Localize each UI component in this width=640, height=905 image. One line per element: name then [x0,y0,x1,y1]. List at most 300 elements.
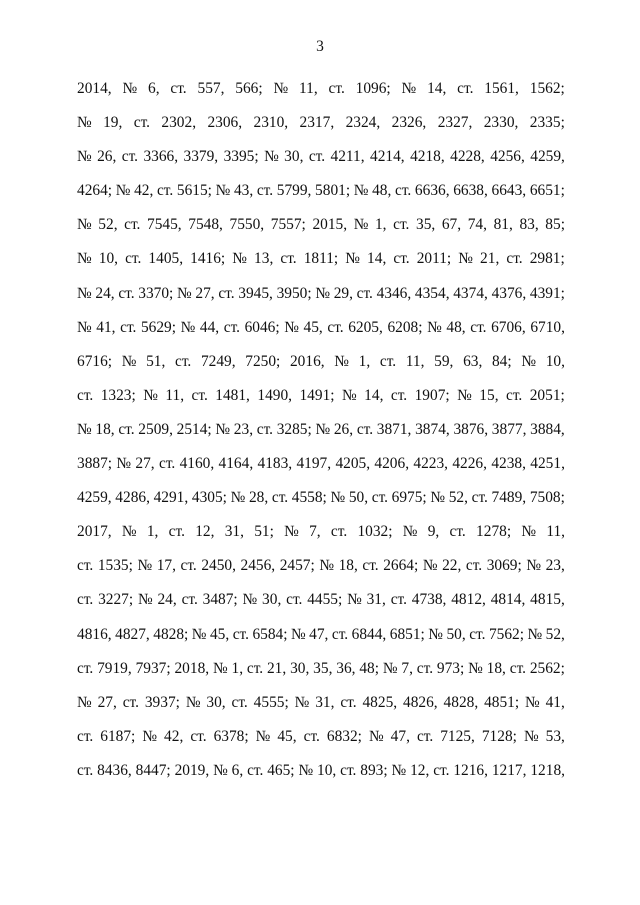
word: 3379, [183,148,219,166]
word: 19, [103,114,123,132]
word: 12, [410,761,430,779]
word: 1907; [414,386,450,404]
word: ст. [218,284,235,302]
word: ст. [303,727,320,745]
word: 2011; [416,250,452,268]
word: 6844, [351,625,387,643]
word: 4354, [414,284,450,302]
word: 4164, [218,455,254,473]
word: 43, [233,182,254,200]
word: 2514; [176,420,212,438]
text-line [77,284,565,318]
word: № [115,182,131,200]
word: 3937; [144,693,180,711]
word: ст. [416,727,434,745]
word: 2018, [174,659,210,677]
word: 14, [364,386,384,404]
word: ст. [308,148,326,166]
word: ст. [168,523,185,541]
word: 4851; [484,693,520,711]
text-line [77,215,565,249]
word: № [122,80,138,97]
text-line [77,659,565,693]
word: 1535; [97,557,133,575]
word: 11, [165,386,185,404]
word: 893; [360,761,388,779]
word: 7250; [245,352,281,370]
word: 2015, [312,216,348,234]
word: № [368,727,384,745]
word: 6205, [348,318,383,336]
word: 4828; [153,625,189,643]
text-line [77,352,565,386]
word: 36, [336,659,356,677]
word: 6584; [252,625,288,643]
word: 45, [209,625,230,643]
word: № [457,386,472,404]
word: ст. [232,625,249,643]
word: 29, [333,284,353,302]
text-line [77,727,565,761]
word: ст. [393,250,410,268]
word: 45, [303,318,323,336]
word: 2509, [138,420,173,438]
word: 2051; [529,386,565,404]
word: 14, [427,80,447,97]
word: ст. [371,489,388,507]
word: ст. [118,420,135,438]
word: 7557; [270,216,306,234]
word: № [523,727,539,745]
word: 21, [266,659,287,677]
word: 31, [315,693,335,711]
word: № [526,557,542,575]
word: 1096; [355,80,391,97]
word: 6378; [213,727,249,745]
word: 1416; [190,250,226,268]
text-line [77,79,565,113]
word: 8447; [135,761,171,779]
word: 1562; [529,80,565,97]
word: 973; [436,659,465,677]
word: 28, [248,489,269,507]
word: 2450, [201,557,236,575]
word: 6710, [530,318,565,336]
word: ст. [433,761,450,779]
word: 26, [333,420,354,438]
word: 6643, [491,182,527,200]
word: 2014, [77,80,112,97]
word: 2330, [483,114,519,132]
word: 2326, [391,114,427,132]
word: 4160, [179,455,215,473]
word: № [77,284,92,302]
word: № [191,625,207,643]
word: № [290,625,306,643]
word: № [177,284,192,302]
word: ст. [133,114,150,132]
word: 6, [148,80,160,97]
word: 18, [486,659,506,677]
word: 24, [157,591,177,609]
word: 11, [405,352,425,370]
word: № [143,386,158,404]
word: № [342,386,357,404]
text-line [77,625,565,659]
word: 4226, [452,455,487,473]
text-line [77,488,565,522]
word: № [315,420,331,438]
word: № [215,182,231,200]
word: 2324, [345,114,381,132]
word: № [185,693,201,711]
text-line [77,249,565,283]
text-line [77,761,565,795]
word: 85; [545,216,565,234]
word: № [230,489,246,507]
word: ст. [356,284,373,302]
word: 1481, [215,386,250,404]
word: 35, [416,216,436,234]
word: 26, [97,148,117,166]
word: № [353,182,369,200]
word: 4374, [453,284,488,302]
word: 2017, [77,523,112,541]
word: 4816, [77,625,112,643]
word: ст. [395,182,412,200]
word: ст. [390,591,407,609]
word: 4264; [77,182,113,200]
word: 4223, [413,455,449,473]
word: ст. [471,489,488,507]
word: 4259, [530,148,565,166]
word: ст. [125,250,142,268]
word: № [215,420,231,438]
word: 42, [134,182,154,200]
word: № [273,80,289,97]
word: ст. [457,80,474,97]
word: 50, [348,489,369,507]
word: 23, [233,420,254,438]
word: 2664; [383,557,419,575]
word: ст. [330,523,348,541]
word: № [284,318,299,336]
word: ст. [120,318,137,336]
word: ст. [470,318,487,336]
word: 2310, [253,114,289,132]
word: № [347,591,362,609]
word: 6716; [77,352,113,370]
word: 6832; [326,727,362,745]
word: ст. [180,557,197,575]
word: 4828, [443,693,479,711]
word: 3876, [453,420,489,438]
word: 31, [224,523,244,541]
word: 4738, [411,591,447,609]
word: 53, [545,727,565,745]
word: 7562; [488,625,524,643]
word: № [77,148,92,166]
word: 30, [262,591,282,609]
word: 81, [493,216,513,234]
word: № [264,148,279,166]
word: 15, [479,386,499,404]
word: № [527,625,543,643]
word: ст. [271,489,289,507]
word: 48, [446,318,466,336]
word: 2016, [289,352,325,370]
word: ст. [390,386,408,404]
word: 27, [135,455,155,473]
word: № [77,693,92,711]
word: 4827, [115,625,150,643]
word: 4376, [491,284,527,302]
word: ст. [449,523,466,541]
word: 7, [309,523,321,541]
word: 23, [545,557,565,575]
word: 84; [491,352,512,370]
word: 4183, [257,455,293,473]
word: № [294,693,310,711]
word: № [422,557,438,575]
word: ст. [509,659,526,677]
word: 4391; [529,284,565,302]
text-line [77,113,565,147]
word: № [212,659,228,677]
word: ст. [327,318,344,336]
word: 18, [95,420,115,438]
word: 4815, [530,591,565,609]
word: ст. [340,693,357,711]
word: 1217, [491,761,527,779]
word: 7125, [440,727,475,745]
word: 67, [441,216,462,234]
word: 41, [96,318,116,336]
word: 6636, [414,182,450,200]
word: № [77,420,92,438]
word: 7919, [97,659,132,677]
word: 1490, [257,386,293,404]
word: ст. [280,250,297,268]
word: ст. [170,80,187,97]
word: 63, [463,352,483,370]
word: ст. [246,659,264,677]
word: 50, [446,625,466,643]
text-line [77,522,565,556]
word: 17, [156,557,176,575]
word: 4558; [291,489,327,507]
word: № [353,216,369,234]
word: 1, [146,523,159,541]
word: ст. [77,727,94,745]
word: № [428,625,443,643]
word: 4205, [335,455,371,473]
word: № [382,659,398,677]
word: 1491; [299,386,335,404]
word: ст. [286,591,303,609]
word: ст. [77,659,94,677]
word: ст. [379,352,397,370]
word: 2457; [279,557,315,575]
word: № [284,523,299,541]
word: ст. [122,693,139,711]
word: 7548, [188,216,223,234]
document-body [77,79,565,795]
word: № [116,455,132,473]
word: 4455; [307,591,343,609]
word: 51; [254,523,274,541]
word: 30, [284,148,304,166]
word: ст. [118,284,135,302]
word: 1032; [357,523,393,541]
word: 6046; [244,318,280,336]
word: 5801; [315,182,351,200]
word: 2456, [240,557,276,575]
word: 3366, [143,148,179,166]
word: 4197, [296,455,332,473]
word: № [77,318,92,336]
word: № [525,693,540,711]
word: № [77,114,92,132]
word: ст. [190,727,207,745]
word: № [468,659,483,677]
word: 21, [480,250,500,268]
word: 10, [98,250,119,268]
word: 7508; [529,489,565,507]
word: 27, [195,284,215,302]
word: 10, [545,352,565,370]
word: 59, [434,352,454,370]
word: 7937; [135,659,171,677]
word: 3950; [276,284,312,302]
word: 3395; [223,148,259,166]
word: № [242,591,258,609]
word: 52, [448,489,468,507]
word: 4218, [410,148,445,166]
word: № [142,727,158,745]
word: 557, [197,80,225,97]
word: № [427,318,442,336]
word: 5799, [276,182,312,200]
text-line [77,181,565,215]
word: 8436, [97,761,132,779]
word: 47, [309,625,329,643]
word: ст. [181,591,198,609]
word: ст. [465,557,483,575]
word: 74, [467,216,487,234]
word: 1, [358,352,371,370]
word: 13, [254,250,274,268]
word: 14, [367,250,387,268]
word: № [180,318,196,336]
word: 2335; [529,114,565,132]
word: 27, [97,693,117,711]
word: 4346, [376,284,412,302]
word: 47, [390,727,410,745]
word: ст. [158,455,176,473]
word: 24, [95,284,115,302]
word: 11, [546,523,565,541]
word: 4228, [450,148,485,166]
word: 7249, [200,352,236,370]
word: ст. [416,659,434,677]
word: 4825, [362,693,398,711]
word: 7550, [229,216,265,234]
word: № [521,352,537,370]
word: 7545, [147,216,182,234]
word: ст. [331,625,349,643]
word: 3887; [77,455,113,473]
word: 4812, [451,591,486,609]
page-number: 3 [316,38,324,55]
word: ст. [256,182,274,200]
text-line [77,590,565,624]
word: 2562; [529,659,565,677]
word: 3227; [98,591,134,609]
word: № [402,523,418,541]
word: ст. [77,761,94,779]
word: 3877, [491,420,527,438]
word: 45, [277,727,297,745]
word: 6975; [391,489,427,507]
word: 4211, [330,148,365,166]
word: 42, [164,727,184,745]
word: 10, [317,761,337,779]
word: № [401,80,417,97]
word: 3370; [138,284,174,302]
word: ст. [469,625,486,643]
text-line [77,318,565,352]
word: 11, [299,80,318,97]
word: № [121,352,137,370]
word: 3871, [376,420,412,438]
word: 18, [338,557,358,575]
word: 5629; [140,318,177,336]
word: № [213,761,228,779]
word: № [391,761,407,779]
word: 6, [231,761,244,779]
word: ст. [77,386,94,404]
word: ст. [247,761,264,779]
word: ст. [223,318,240,336]
word: ст. [121,148,139,166]
word: 44, [199,318,220,336]
word: 31, [366,591,386,609]
word: 4555; [253,693,289,711]
word: 2317, [299,114,335,132]
word: № [255,727,271,745]
word: 4238, [491,455,526,473]
word: № [345,250,360,268]
word: № [137,557,153,575]
word: ст. [77,557,94,575]
word: 3487; [202,591,238,609]
word: 3945, [238,284,273,302]
word: № [121,523,137,541]
word: 6638, [453,182,488,200]
word: 1216, [453,761,488,779]
text-line [77,556,565,590]
word: 465; [267,761,295,779]
word: 51, [146,352,166,370]
text-line [77,386,565,420]
word: № [319,557,335,575]
word: 2019, [174,761,210,779]
word: ст. [362,557,379,575]
word: 1, [231,659,244,677]
word: 1811; [303,250,339,268]
word: 4256, [490,148,525,166]
